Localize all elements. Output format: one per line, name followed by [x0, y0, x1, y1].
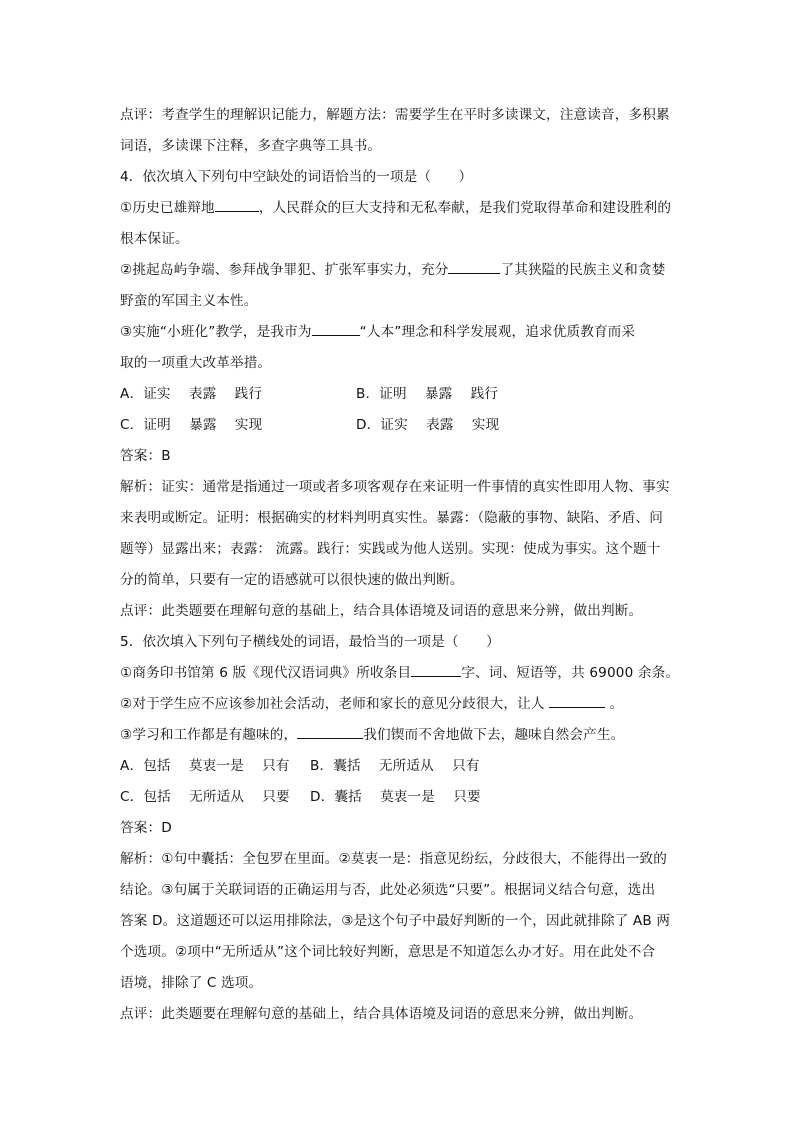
q4-sentence-1	[120, 193, 676, 224]
fill-blank	[448, 258, 500, 274]
q4-sentence-3-cont: 取的一项重大改革举措。	[120, 355, 272, 371]
option-a: A．包括 莫衷一是 只有	[120, 758, 290, 774]
q5-sentence-3	[120, 720, 676, 751]
q4-sentence-3	[120, 317, 676, 348]
option-a: A．证实 表露 践行	[120, 386, 263, 402]
option-d: D．囊括 莫衷一是 只要	[310, 789, 481, 805]
q5-analysis-line: 结论。③句属于关联词语的正确运用与否，此处必须选“只要”。根据词义结合句意，选出	[120, 882, 656, 898]
option-d: D．证实 表露 实现	[356, 417, 500, 433]
q5-answer: 答案：D	[120, 820, 172, 836]
option-c: C．包括 无所适从 只要	[120, 789, 290, 805]
q4-sentence-2-cont: 野蛮的军国主义本性。	[120, 293, 258, 309]
text: ③实施“小班化”教学，是我市为	[120, 324, 312, 340]
question-5-title: 5．依次填入下列句子横线处的词语，最恰当的一项是（ ）	[120, 634, 500, 650]
q5-analysis-line: 语境，排除了 C 选项。	[120, 975, 263, 991]
q4-analysis-line: 解析：证实：通常是指通过一项或者多项客观存在来证明一件事情的真实性即用人物、事实	[120, 479, 670, 495]
text: ①历史已雄辩地	[120, 200, 215, 216]
text: ②对于学生应不应该参加社会活动，老师和家长的意见分歧很大，让人	[120, 696, 550, 712]
text: ①商务印书馆第 6 版《现代汉语词典》所收条目	[120, 665, 412, 681]
document-body	[120, 100, 680, 1030]
fill-blank	[215, 196, 259, 212]
fill-blank	[411, 661, 461, 677]
q5-options-row-1	[120, 751, 676, 782]
question-4-title: 4．依次填入下列句中空缺处的词语恰当的一项是（ ）	[120, 169, 473, 185]
q4-review: 点评：此类题要在理解句意的基础上，结合具体语境及词语的意思来分辨，做出判断。	[120, 603, 643, 619]
option-c: C．证明 暴露 实现	[120, 417, 263, 433]
option-b: B．囊括 无所适从 只有	[310, 758, 480, 774]
text: 。	[605, 696, 624, 712]
q5-review: 点评：此类题要在理解句意的基础上，结合具体语境及词语的意思来分辨，做出判断。	[120, 1006, 643, 1022]
q4-analysis-line: 题等）显露出来；表露： 流露。践行：实践或为他人送别。实现：使成为事实。这个题十	[120, 541, 661, 557]
q4-sentence-2	[120, 255, 676, 286]
review-line: 点评：考查学生的理解识记能力，解题方法：需要学生在平时多读课文，注意读音，多积累	[120, 107, 670, 123]
text: ③学习和工作都是有趣味的，	[120, 727, 298, 743]
q4-analysis-line: 分的简单，只要有一定的语感就可以很快速的做出判断。	[120, 572, 464, 588]
q5-sentence-1	[120, 658, 680, 689]
review-line: 词语，多读课下注释，多查字典等工具书。	[120, 138, 382, 154]
q5-analysis-line: 解析：①句中囊括：全包罗在里面。②莫衷一是：指意见纷纭，分歧很大，不能得出一致的	[120, 851, 667, 867]
text: 我们锲而不舍地做下去，趣味自然会产生。	[363, 727, 625, 743]
fill-blank	[549, 692, 605, 708]
text: “人本”理念和科学发展观，追求优质教育而采	[359, 324, 636, 340]
q4-sentence-1-cont: 根本保证。	[120, 231, 189, 247]
option-b: B．证明 暴露 践行	[356, 386, 499, 402]
q4-options-row-2	[120, 410, 676, 441]
q4-options-row-1	[120, 379, 676, 410]
q4-answer: 答案：B	[120, 448, 171, 464]
q5-analysis-line: 个选项。②项中“无所适从”这个词比较好判断，意思是不知道怎么办才好。用在此处不合	[120, 944, 656, 960]
fill-blank	[312, 320, 360, 336]
q4-analysis-line: 来表明或断定。证明：根据确实的材料判明真实性。暴露：（隐蔽的事物、缺陷、矛盾、问	[120, 510, 663, 526]
q5-sentence-2	[120, 689, 676, 720]
q5-options-row-2	[120, 782, 676, 813]
text: 了其狭隘的民族主义和贪婪	[500, 262, 666, 278]
fill-blank	[297, 723, 363, 739]
text: ②挑起岛屿争端、参拜战争罪犯、扩张军事实力，充分	[120, 262, 449, 278]
text: ，人民群众的巨大支持和无私奉献，是我们党取得革命和建设胜利的	[258, 200, 672, 216]
text: 字、词、短语等，共 69000 余条。	[461, 665, 680, 681]
q5-analysis-line: 答案 D。这道题还可以运用排除法，③是这个句子中最好判断的一个，因此就排除了 AB 两	[120, 913, 671, 929]
